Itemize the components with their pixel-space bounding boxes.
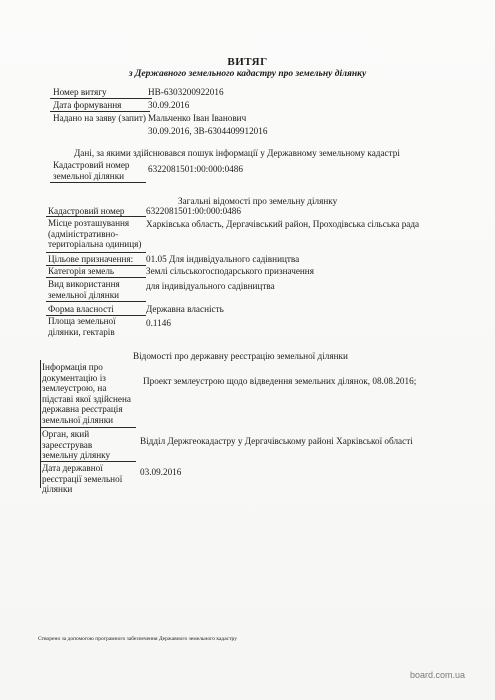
registration-date-value: 03.09.2016 [140, 467, 182, 477]
document-subtitle: з Державного земельного кадастру про земельну ділянку [128, 69, 367, 79]
divider [50, 111, 150, 112]
area-label: Площа земельної ділянки, гектарів [48, 316, 116, 337]
general-cadastral-label: Кадастровий номер [48, 206, 125, 216]
divider [46, 277, 146, 278]
purpose-label: Цільове призначення: [48, 254, 134, 264]
request-value-name: Мальченко Іван Іванович [148, 113, 247, 123]
software-note: Створено за допомогою програмного забезпечення Державного земельного кадастру [38, 636, 237, 642]
divider [40, 427, 136, 428]
purpose-value: 01.05 Для індивідуального садівництва [146, 254, 300, 264]
search-cadastral-label: Кадастровий номер земельної ділянки [53, 160, 130, 181]
registration-date-label: Дата державної реєстрації земельної ділянки [42, 463, 123, 494]
docs-value: Проект землеустрою щодо відведення земельних ділянок, 08.08.2016; [143, 376, 417, 386]
ownership-value: Державна власність [146, 304, 224, 314]
extract-date-value: 30.09.2016 [148, 100, 190, 110]
general-cadastral-value: 6322081501:00:000:0486 [146, 206, 241, 216]
area-value: 0.1146 [146, 318, 171, 328]
watermark-text: board.com.ua [410, 670, 466, 680]
authority-value: Відділ Держгеокадастру у Дергачівському районі Харківської області [140, 436, 413, 446]
divider [40, 461, 136, 462]
search-cadastral-value: 6322081501:00:000:0486 [148, 164, 243, 174]
document-title: ВИТЯГ [227, 56, 268, 68]
divider [40, 360, 41, 488]
divider [46, 301, 146, 302]
divider [46, 216, 146, 217]
request-label: Надано на заяву (запит) [53, 113, 146, 123]
divider [50, 98, 152, 99]
authority-label: Орган, який зареєстрував земельну ділянку [42, 429, 111, 460]
docs-label: Інформація про документацію із землеустрою, на підставі якої здійснена державна реєстрація земельної ділянки [42, 362, 131, 425]
extract-number-label: Номер витягу [53, 87, 107, 97]
registration-heading: Відомості про державну реєстрацію земельної ділянки [133, 351, 348, 361]
extract-date-label: Дата формування [53, 100, 122, 110]
search-heading: Дані, за якими здійснювався пошук інформації у Державному земельному кадастрі [74, 148, 400, 158]
category-label: Категорія земель [48, 266, 115, 276]
location-label: Місце розташування (адміністративно-територіальна одиниця) [48, 218, 142, 249]
general-heading: Загальні відомості про земельну ділянку [178, 196, 338, 206]
extract-number-value: НВ-6303200922016 [148, 87, 224, 97]
use-type-value: для індивідуального садівництва [146, 281, 275, 291]
divider [50, 182, 146, 183]
ownership-label: Форма власності [48, 304, 114, 314]
divider [46, 252, 146, 253]
request-value-id: 30.09.2016, ЗВ-6304409912016 [148, 126, 268, 136]
category-value: Землі сільськогосподарського призначення [146, 266, 314, 276]
location-value: Харківська область, Дергачівський район, Проходівська сільська рада [146, 219, 420, 229]
use-type-label: Вид використання земельної ділянки [48, 279, 120, 300]
